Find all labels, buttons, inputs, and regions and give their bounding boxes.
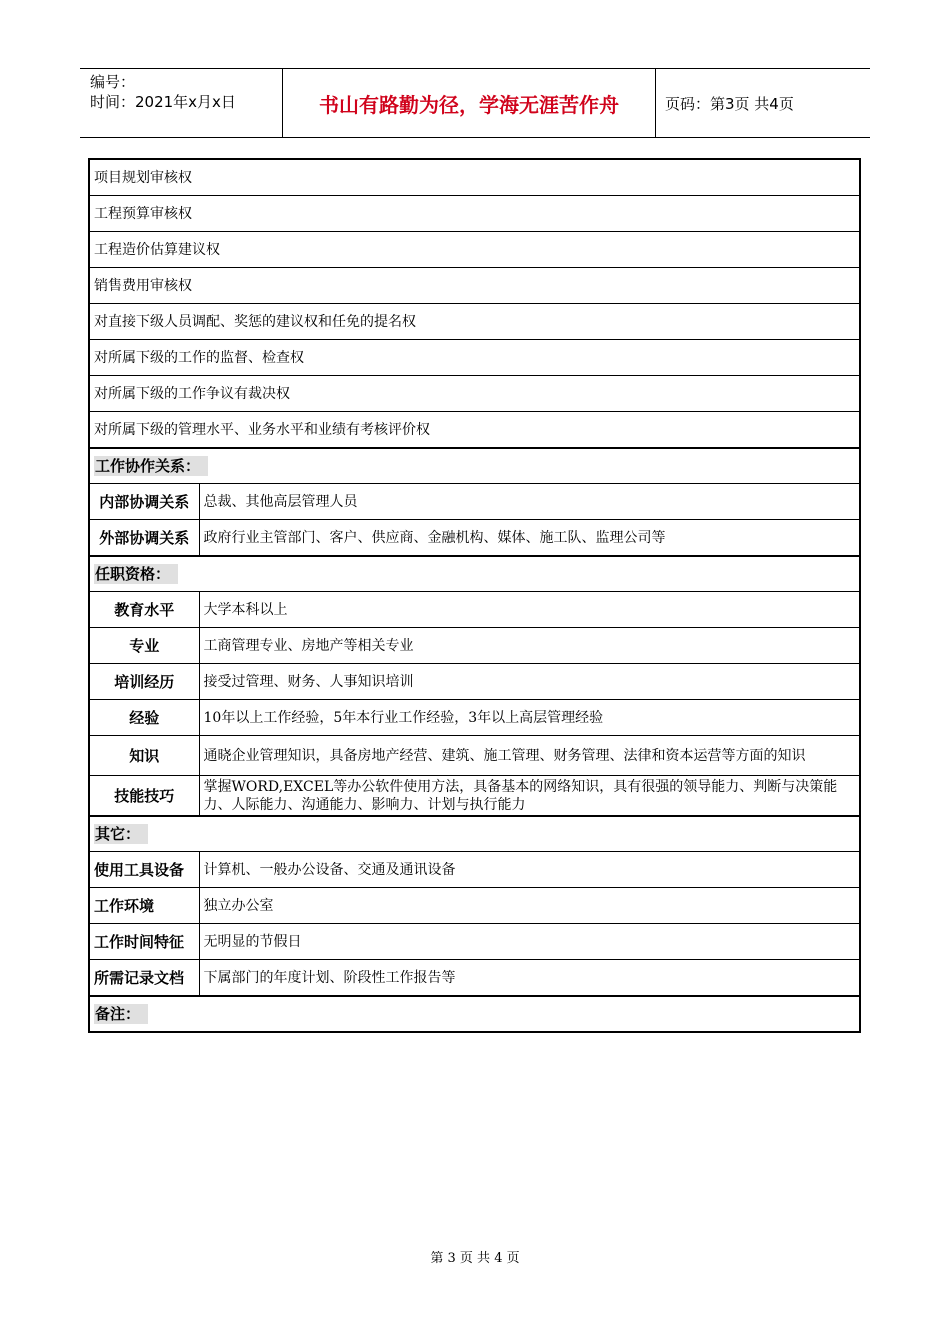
row-label: 使用工具设备 <box>89 852 199 888</box>
row-label: 经验 <box>89 700 199 736</box>
authority-item: 对所属下级的管理水平、业务水平和业绩有考核评价权 <box>89 412 860 449</box>
row-label: 教育水平 <box>89 592 199 628</box>
row-value: 政府行业主管部门、客户、供应商、金融机构、媒体、施工队、监理公司等 <box>199 520 860 557</box>
row-label: 内部协调关系 <box>89 484 199 520</box>
section-header-remarks <box>89 996 860 1032</box>
section-header-other <box>89 816 860 852</box>
authority-item: 对所属下级的工作争议有裁决权 <box>89 376 860 412</box>
qualification-row <box>89 628 860 664</box>
section-title: 工作协作关系： <box>94 456 208 476</box>
section-header-qualifications <box>89 556 860 592</box>
row-value: 独立办公室 <box>199 888 860 924</box>
other-row <box>89 924 860 960</box>
row-label: 工作时间特征 <box>89 924 199 960</box>
row-label: 所需记录文档 <box>89 960 199 997</box>
row-value: 工商管理专业、房地产等相关专业 <box>199 628 860 664</box>
row-value: 无明显的节假日 <box>199 924 860 960</box>
authority-row <box>89 196 860 232</box>
row-value: 大学本科以上 <box>199 592 860 628</box>
authority-item: 工程预算审核权 <box>89 196 860 232</box>
row-value: 掌握WORD,EXCEL等办公软件使用方法，具备基本的网络知识，具有很强的领导能力、判断与决策能力、人际能力、沟通能力、影响力、计划与执行能力 <box>199 776 860 817</box>
other-row <box>89 888 860 924</box>
authority-row <box>89 268 860 304</box>
authority-row <box>89 376 860 412</box>
header-motto: 书山有路勤为径，学海无涯苦作舟 <box>282 69 656 137</box>
section-header-cooperation <box>89 448 860 484</box>
row-label: 专业 <box>89 628 199 664</box>
qualification-row <box>89 664 860 700</box>
document-time-label: 时间：2021年x月x日 <box>90 93 236 111</box>
authority-row <box>89 412 860 449</box>
row-value: 下属部门的年度计划、阶段性工作报告等 <box>199 960 860 997</box>
job-description-table <box>88 158 861 1033</box>
qualification-row <box>89 700 860 736</box>
authority-row <box>89 340 860 376</box>
row-value: 计算机、一般办公设备、交通及通讯设备 <box>199 852 860 888</box>
row-label: 培训经历 <box>89 664 199 700</box>
section-title: 其它： <box>94 824 148 844</box>
section-title: 任职资格： <box>94 564 178 584</box>
authority-row <box>89 159 860 196</box>
header-page-number: 页码：第3页 共4页 <box>665 94 794 113</box>
authority-row <box>89 304 860 340</box>
authority-row <box>89 232 860 268</box>
row-label: 技能技巧 <box>89 776 199 817</box>
row-label: 知识 <box>89 736 199 776</box>
page-header <box>80 68 870 138</box>
section-title: 备注： <box>94 1004 148 1024</box>
other-row <box>89 852 860 888</box>
cooperation-row <box>89 484 860 520</box>
row-value: 10年以上工作经验，5年本行业工作经验，3年以上高层管理经验 <box>199 700 860 736</box>
qualification-row <box>89 592 860 628</box>
row-label: 工作环境 <box>89 888 199 924</box>
row-value: 总裁、其他高层管理人员 <box>199 484 860 520</box>
document-number-label: 编号： <box>90 73 136 91</box>
authority-item: 对所属下级的工作的监督、检查权 <box>89 340 860 376</box>
header-meta <box>80 69 282 137</box>
authority-item: 工程造价估算建议权 <box>89 232 860 268</box>
authority-item: 对直接下级人员调配、奖惩的建议权和任免的提名权 <box>89 304 860 340</box>
row-label: 外部协调关系 <box>89 520 199 557</box>
cooperation-row <box>89 520 860 557</box>
row-value: 通晓企业管理知识，具备房地产经营、建筑、施工管理、财务管理、法律和资本运营等方面的知识 <box>199 736 860 776</box>
qualification-row <box>89 776 860 817</box>
qualification-row <box>89 736 860 776</box>
row-value: 接受过管理、财务、人事知识培训 <box>199 664 860 700</box>
other-row <box>89 960 860 997</box>
page-footer: 第 3 页 共 4 页 <box>430 1251 520 1266</box>
authority-item: 销售费用审核权 <box>89 268 860 304</box>
authority-item: 项目规划审核权 <box>89 159 860 196</box>
